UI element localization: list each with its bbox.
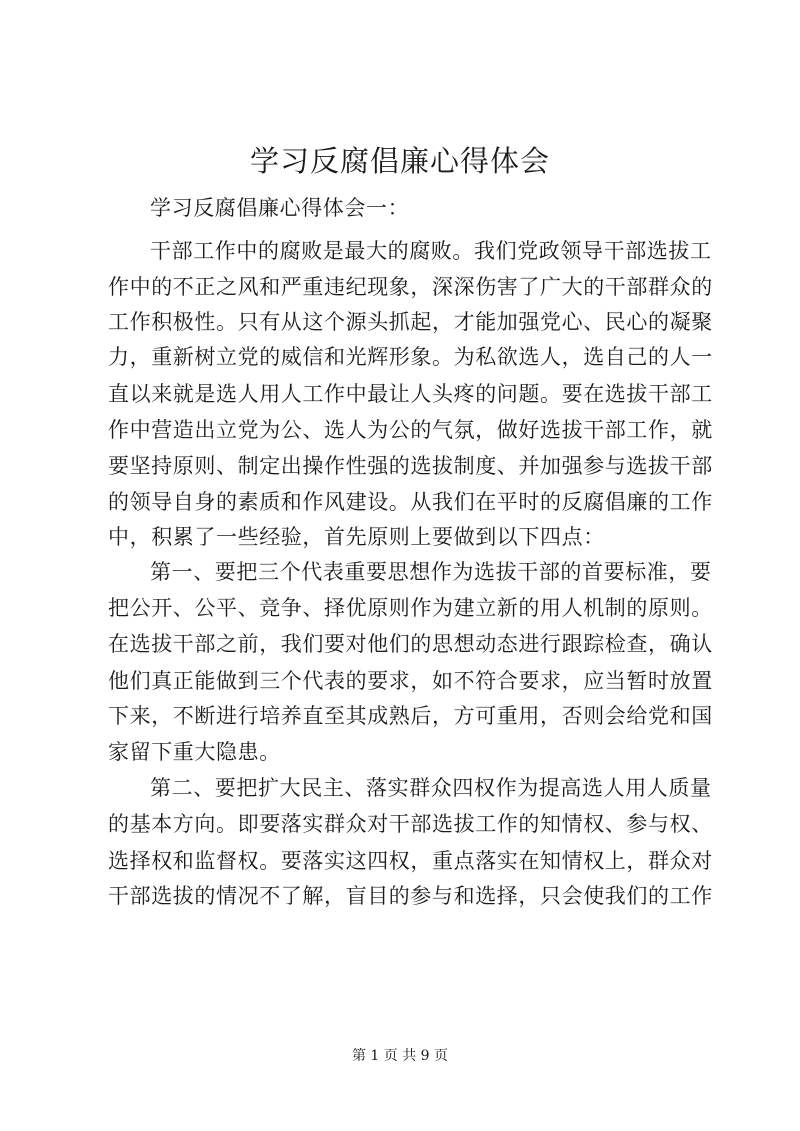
body-line: 干部工作中的腐败是最大的腐败。我们党政领导干部选拔工: [150, 239, 712, 263]
body-line: 干部选拔的情况不了解，盲目的参与和选择，只会使我们的工作: [108, 884, 713, 908]
body-line: 把公开、公平、竞争、择优原则作为建立新的用人机制的原则。: [108, 596, 713, 620]
body-line: 中，积累了一些经验，首先原则上要做到以下四点：: [108, 525, 605, 549]
body-line: 力，重新树立党的威信和光辉形象。为私欲选人，选自己的人一: [108, 345, 713, 369]
body-line: 在选拔干部之前，我们要对他们的思想动态进行跟踪检查，确认: [108, 632, 713, 656]
body-line: 工作积极性。只有从这个源头抓起，才能加强党心、民心的凝聚: [108, 310, 713, 334]
body-line: 要坚持原则、制定出操作性强的选拔制度、并加强参与选拔干部: [108, 454, 713, 478]
document-title: 学习反腐倡廉心得体会: [249, 144, 550, 178]
body-line: 作中的不正之风和严重违纪现象，深深伤害了广大的干部群众的: [108, 275, 713, 299]
body-line: 第一、要把三个代表重要思想作为选拔干部的首要标准，要: [150, 560, 712, 584]
body-line: 第二、要把扩大民主、落实群众四权作为提高选人用人质量: [150, 776, 712, 800]
body-line: 作中营造出立党为公、选人为公的气氛，做好选拔干部工作，就: [108, 418, 713, 442]
section-heading: 学习反腐倡廉心得体会一：: [150, 196, 410, 220]
body-line: 家留下重大隐患。: [108, 740, 281, 764]
body-line: 选择权和监督权。要落实这四权，重点落实在知情权上，群众对: [108, 849, 713, 873]
body-line: 的基本方向。即要落实群众对干部选拔工作的知情权、参与权、: [108, 812, 713, 836]
body-line: 他们真正能做到三个代表的要求，如不符合要求，应当暂时放置: [108, 669, 713, 693]
body-line: 直以来就是选人用人工作中最让人头疼的问题。要在选拔干部工: [108, 382, 713, 406]
body-line: 下来，不断进行培养直至其成熟后，方可重用，否则会给党和国: [108, 704, 713, 728]
body-line: 的领导自身的素质和作风建设。从我们在平时的反腐倡廉的工作: [108, 490, 713, 514]
page-footer: 第 1 页 共 9 页: [351, 1048, 449, 1064]
